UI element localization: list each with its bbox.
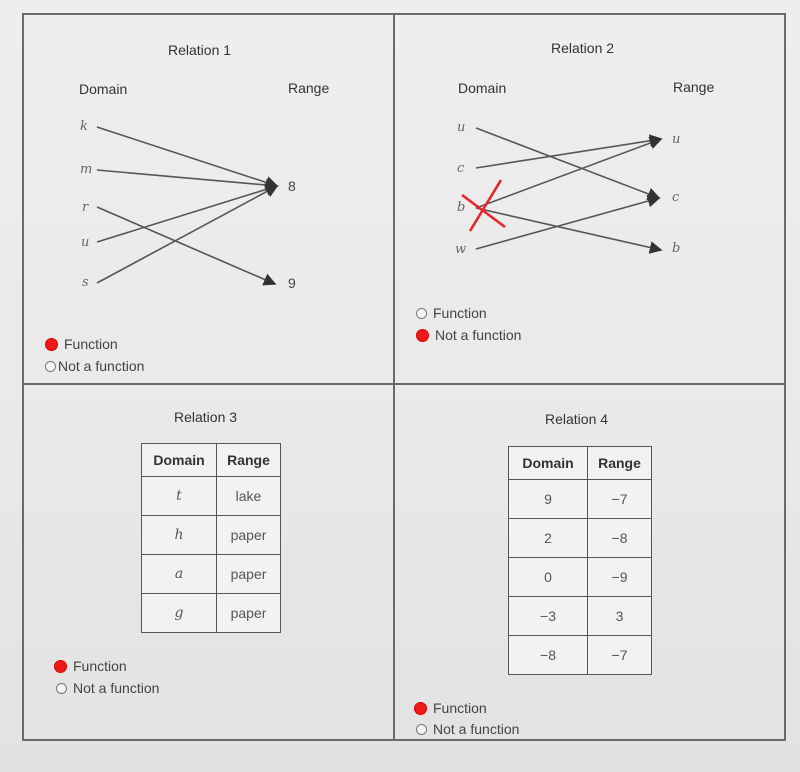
relation1-arrow-s-8 [97,186,277,283]
relation4-option-not-function[interactable] [416,721,519,737]
domain-cell: −8 [509,636,588,675]
table-row [142,516,281,555]
range-cell: −7 [588,480,652,519]
radio-selected-icon[interactable] [45,338,58,351]
relation4-title: Relation 4 [545,411,609,427]
domain-cell: a [142,555,217,594]
relation1-arrow-r-9 [97,207,275,284]
range-cell: −7 [588,636,652,675]
domain-cell: 9 [509,480,588,519]
relation3-option-not-function[interactable] [56,680,159,696]
relation1-option-function[interactable] [45,336,118,352]
relation3-option-not-function-label: Not a function [73,680,160,696]
relation4-table [508,446,652,675]
column-header-range: Range [588,447,652,480]
radio-unselected-icon[interactable] [416,308,427,319]
range-cell: paper [217,555,281,594]
relation3-option-function-label: Function [73,658,127,674]
relation2-option-function[interactable] [416,305,487,321]
column-header-domain: Domain [509,447,588,480]
relation3-option-function[interactable] [54,658,127,674]
radio-unselected-icon[interactable] [56,683,67,694]
relation2-option-function-label: Function [433,305,487,321]
relation1-option-function-label: Function [64,336,118,352]
range-cell: 3 [588,597,652,636]
relation2-title: Relation 2 [551,40,615,56]
relation1-range-8: 8 [288,178,296,194]
range-cell: paper [217,594,281,633]
table-row [142,594,281,633]
relation2-range-u: u [672,132,681,147]
range-cell: paper [217,516,281,555]
relation2-domain-c: c [457,161,465,176]
radio-selected-icon[interactable] [416,329,429,342]
relation3-table [141,443,281,633]
domain-cell: 2 [509,519,588,558]
table-row [142,477,281,516]
table-header-row [509,447,652,480]
relation2-range-header: Range [673,79,715,95]
relation1-domain-u: u [81,235,90,250]
relation1-option-not-function-label: Not a function [58,358,145,374]
relation1-domain-m: m [80,162,93,177]
table-row [509,480,652,519]
radio-selected-icon[interactable] [414,702,427,715]
radio-unselected-icon[interactable] [45,361,56,372]
column-header-domain: Domain [142,444,217,477]
relation4-option-not-function-label: Not a function [433,721,520,737]
column-header-range: Range [217,444,281,477]
relation2-arrow-b-b [476,208,661,250]
radio-unselected-icon[interactable] [416,724,427,735]
table-header-row [142,444,281,477]
domain-cell: h [142,516,217,555]
table-row [509,558,652,597]
relation1-domain-header: Domain [79,81,128,97]
table-row [509,636,652,675]
domain-cell: g [142,594,217,633]
domain-cell: −3 [509,597,588,636]
relation2-domain-u: u [457,120,466,135]
relation1-range-header: Range [288,80,330,96]
relation1-arrow-k-8 [97,127,277,186]
table-row [142,555,281,594]
relation1-title: Relation 1 [168,42,232,58]
relation2-range-c: c [672,190,680,205]
relation2-arrow-w-c [476,198,659,249]
relation1-domain-s: s [82,275,89,290]
domain-cell: 0 [509,558,588,597]
relation1-domain-r: r [82,200,89,215]
relation2-domain-header: Domain [458,80,507,96]
relation1-option-not-function[interactable] [45,358,144,374]
relation2-arrow-b-u [476,139,661,208]
relation2-domain-b: b [457,200,466,215]
relation4-option-function[interactable] [414,700,487,716]
relation2-option-not-function-label: Not a function [435,327,522,343]
range-cell: −9 [588,558,652,597]
range-cell: lake [217,477,281,516]
relation1-range-9: 9 [288,275,296,291]
radio-selected-icon[interactable] [54,660,67,673]
relation2-option-not-function[interactable] [416,327,521,343]
table-row [509,597,652,636]
relation2-domain-w: w [455,242,467,257]
relation2-range-b: b [672,241,681,256]
table-row [509,519,652,558]
relation4-option-function-label: Function [433,700,487,716]
relation1-arrow-m-8 [97,170,277,186]
domain-cell: t [142,477,217,516]
relation1-domain-k: k [80,119,88,134]
range-cell: −8 [588,519,652,558]
relation3-title: Relation 3 [174,409,238,425]
